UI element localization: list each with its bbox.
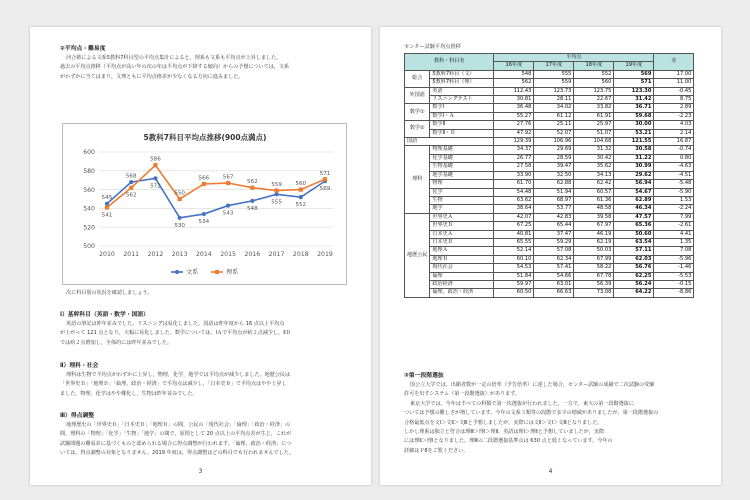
table-row [405, 196, 694, 204]
score-cell: 31.32 [574, 146, 614, 154]
score-cell: 34.13 [574, 171, 614, 179]
data-point [299, 188, 303, 192]
score-cell: 62.19 [574, 238, 614, 246]
score-cell: 39.47 [534, 163, 574, 171]
score-cell: 560 [574, 79, 614, 87]
diff-cell: -5.90 [654, 188, 694, 196]
score-cell: 123.75 [574, 87, 614, 95]
data-point [226, 181, 230, 185]
section-title-core: ⅰ）基幹科目（英語・数学・国語） [60, 312, 149, 318]
sec3-line-2: 間，理科の「物理」「化学」「生物」「地学」の間で，原則として 20 点以上の平均点差が生じ，これが [60, 431, 292, 438]
diff-cell: -0.74 [654, 146, 694, 154]
score-cell: 38.64 [494, 205, 534, 213]
subject-cell: 化学 [430, 188, 494, 196]
subject-cell: 物理基礎 [430, 146, 494, 154]
subject-cell: 5教科7科目（文） [430, 70, 494, 78]
y-tick-label: 500 [83, 243, 95, 251]
subject-cell: 日本史Ａ [430, 230, 494, 238]
subject-cell: 英語 [430, 87, 494, 95]
sel-line-8: 詳細はＰ8をご覧ください。 [404, 447, 469, 454]
data-label: 534 [198, 219, 210, 226]
intro-line-2: 過去の平均点推移（平均点が高い年の次の年は平均点が下降する傾向）からの予想については，文系 [60, 64, 290, 71]
diff-cell: -8.86 [654, 289, 694, 297]
data-label: 530 [174, 222, 186, 229]
score-cell: 67.99 [574, 255, 614, 263]
score-cell: 123.73 [534, 87, 574, 95]
group-label: 地歴公民 [405, 213, 430, 297]
table-row [405, 79, 694, 87]
sec2-line-1: 理科は生物で平均点がわずかに上昇し，物理，化学，地学では平均点が減少しました。地歴公民は [66, 372, 291, 378]
score-cell: 57.11 [614, 247, 654, 255]
diff-cell: 8.75 [654, 96, 694, 104]
legend-marker [215, 270, 219, 274]
diff-cell: -2.61 [654, 222, 694, 230]
header-year-19: 19年度 [614, 62, 654, 70]
table-row [405, 289, 694, 297]
score-cell: 65.55 [494, 238, 534, 246]
x-tick-label: 2012 [147, 251, 164, 258]
score-cell: 65.36 [614, 222, 654, 230]
header-diff: 差 [654, 54, 694, 71]
score-cell: 46.19 [574, 230, 614, 238]
y-tick-label: 580 [83, 168, 95, 175]
subject-cell: 日本史Ｂ [430, 238, 494, 246]
score-cell: 33.82 [574, 104, 614, 112]
score-cell: 552 [574, 70, 614, 78]
score-cell: 559 [534, 79, 574, 87]
score-cell: 36.71 [614, 104, 654, 112]
sel-line-1: 国公立大学では，出願者数が一定の倍率（予告倍率）に達した場合，センター試験の成績で二次試験の受験 [410, 382, 655, 388]
subject-cell: 地理Ｂ [430, 255, 494, 263]
score-cell: 51.94 [534, 188, 574, 196]
group-label: 数学① [405, 104, 430, 121]
right-page [380, 27, 721, 485]
subject-cell: 地学基礎 [430, 171, 494, 179]
sec2-line-2: 「世界史Ｂ」「地理Ｂ」「倫理，政治・経済」で平均点は減少し，「日本史Ｂ」で平均点はやや上昇し [60, 381, 287, 388]
header-year-18: 18年度 [574, 62, 614, 70]
subject-cell: 世界史Ａ [430, 213, 494, 221]
sel-line-2: 許可を出すシステム（第一段階選抜）があります。 [404, 391, 521, 398]
score-cell: 60.10 [494, 255, 534, 263]
after-chart-text: 次に科目別の状況を確認しましょう。 [66, 290, 153, 296]
score-cell: 67.78 [574, 272, 614, 280]
score-cell: 67.97 [574, 222, 614, 230]
subject-cell: 物理 [430, 180, 494, 188]
score-cell: 121.55 [614, 138, 654, 146]
score-cell: 555 [534, 70, 574, 78]
sec1-line-2: が上がって 121 点となり，大幅に易化しました。数学については，ⅠＡで平均点が約２点減少し，ⅡＢ [60, 330, 291, 337]
x-tick-label: 2016 [244, 251, 261, 258]
group-label: 総合 [405, 70, 430, 87]
y-tick-label: 520 [83, 224, 95, 232]
data-label: 562 [125, 192, 137, 199]
table-row [405, 272, 694, 280]
score-cell: 65.44 [534, 222, 574, 230]
score-cell: 34.02 [534, 104, 574, 112]
score-cell: 56.94 [614, 180, 654, 188]
score-cell: 106.96 [534, 138, 574, 146]
diff-cell: 16.87 [654, 138, 694, 146]
diff-cell: -4.51 [654, 171, 694, 179]
page-number-left: 3 [198, 468, 203, 475]
data-label: 562 [246, 179, 258, 186]
left-page [30, 27, 371, 485]
score-cell: 129.39 [494, 138, 534, 146]
score-cell: 25.97 [574, 121, 614, 129]
score-cell: 27.58 [494, 163, 534, 171]
data-point [129, 180, 133, 184]
score-cell: 63.62 [494, 196, 534, 204]
y-tick-label: 600 [83, 149, 95, 157]
score-cell: 30.99 [614, 163, 654, 171]
score-cell: 48.58 [574, 205, 614, 213]
section-title-science-social: ⅱ）理科・社会 [60, 363, 99, 369]
table-row [405, 146, 694, 154]
diff-cell: -5.53 [654, 272, 694, 280]
score-cell: 29.62 [614, 171, 654, 179]
subject-cell: 世界史Ｂ [430, 222, 494, 230]
sel-line-5: 合格最低点を文Ⅰ＞文Ⅱ＞文Ⅲと予想しましたが，実際には文Ⅱ＞文Ⅰ＞文Ⅲとなりました。 [404, 419, 603, 426]
score-cell: 62.03 [614, 255, 654, 263]
score-cell: 54.48 [494, 188, 534, 196]
x-tick-label: 2018 [292, 251, 309, 258]
score-cell: 61.70 [494, 180, 534, 188]
sel-line-7: には理Ⅱ＞理Ⅰとなりました。理Ⅲの二段階選抜基準点は 630 点と低くなっています。今年の [404, 438, 613, 445]
data-label: 568 [125, 173, 137, 180]
data-label: 548 [246, 205, 258, 212]
diff-cell: 17.00 [654, 70, 694, 78]
score-table-wrap [404, 53, 694, 298]
table-row [405, 213, 694, 221]
score-cell: 47.92 [494, 129, 534, 137]
score-cell: 39.58 [574, 213, 614, 221]
table-row [405, 138, 694, 146]
score-cell: 28.11 [534, 96, 574, 104]
legend-marker [175, 270, 179, 274]
data-label: 543 [222, 210, 234, 217]
data-point [105, 202, 109, 206]
score-cell: 548 [494, 70, 534, 78]
score-cell: 51.84 [494, 272, 534, 280]
data-point [274, 188, 278, 192]
score-cell: 60.57 [574, 188, 614, 196]
intro-line-1: 河合塾による文系5教科7科目型の平均点集計によると，理系も文系も平均点が上昇しました。 [66, 55, 282, 61]
score-cell: 47.57 [614, 213, 654, 221]
score-cell: 31.22 [614, 154, 654, 162]
score-cell: 67.25 [494, 222, 534, 230]
header-year-17: 17年度 [534, 62, 574, 70]
table-row [405, 188, 694, 196]
x-tick-label: 2014 [196, 251, 212, 258]
legend-label: 文系 [186, 269, 199, 277]
score-cell: 61.36 [574, 196, 614, 204]
score-cell: 31.42 [614, 96, 654, 104]
table-row [405, 87, 694, 95]
data-point [202, 182, 206, 186]
subject-cell: 現代社会 [430, 264, 494, 272]
diff-cell: 11.00 [654, 79, 694, 87]
table-row [405, 222, 694, 230]
score-cell: 59.68 [614, 112, 654, 120]
score-cell: 30.00 [614, 121, 654, 129]
score-cell: 62.25 [614, 272, 654, 280]
score-cell: 54.67 [614, 188, 654, 196]
data-point [274, 192, 278, 196]
diff-cell: 1.35 [654, 238, 694, 246]
score-cell: 562 [494, 79, 534, 87]
diff-cell: 7.99 [654, 213, 694, 221]
table-row [405, 280, 694, 288]
chart-svg [63, 124, 348, 286]
sel-line-3: 東京大学では，今年はすべての科類で第一次選抜が行われました。一方で，東大の第一段階選抜に [410, 400, 634, 407]
score-cell: 53.77 [534, 205, 574, 213]
section-title-selection: ③第一段階選抜 [404, 373, 444, 379]
score-cell: 60.50 [494, 289, 534, 297]
subject-cell: 生物基礎 [430, 163, 494, 171]
data-label: 560 [295, 181, 307, 188]
data-label: 572 [150, 183, 161, 190]
data-label: 566 [198, 175, 210, 182]
score-cell: 59.29 [534, 238, 574, 246]
score-cell: 571 [614, 79, 654, 87]
header-average: 平均点 [494, 54, 654, 62]
data-label: 552 [295, 202, 307, 209]
data-point [153, 176, 157, 180]
subject-cell: リスニングテスト [430, 96, 494, 104]
score-cell: 30.81 [494, 96, 534, 104]
table-row [405, 70, 694, 78]
y-tick-label: 560 [83, 186, 95, 194]
table-row [405, 104, 694, 112]
score-cell: 66.63 [534, 289, 574, 297]
diff-cell: -5.96 [654, 255, 694, 263]
score-cell: 68.97 [534, 196, 574, 204]
score-table [404, 53, 694, 298]
subject-cell: 倫理，政治・経済 [430, 289, 494, 297]
subject-cell: 数学Ⅰ・Ａ [430, 112, 494, 120]
subject-cell: 数学Ⅱ [430, 121, 494, 129]
score-cell: 50.03 [574, 247, 614, 255]
x-tick-label: 2015 [220, 251, 236, 258]
table-row [405, 163, 694, 171]
score-cell: 62.89 [614, 196, 654, 204]
table-row [405, 264, 694, 272]
score-cell: 46.34 [614, 205, 654, 213]
average-score-chart [62, 123, 347, 285]
score-cell: 56.24 [614, 280, 654, 288]
score-cell: 62.34 [534, 255, 574, 263]
series-line-1 [107, 165, 325, 207]
sec3-line-4: いては，得点調整の対象となりません。2019 年度は，得点調整はどの科目でも行われませんでした。 [60, 450, 294, 457]
score-cell: 104.68 [574, 138, 614, 146]
data-point [250, 199, 254, 203]
legend-label: 理系 [226, 269, 239, 277]
data-point [299, 195, 303, 199]
table-row [405, 230, 694, 238]
table-row [405, 112, 694, 120]
diff-cell: -5.48 [654, 180, 694, 188]
subject-cell: 5教科7科目（理） [430, 79, 494, 87]
score-cell: 34.37 [494, 146, 534, 154]
subject-cell: 倫理 [430, 272, 494, 280]
x-tick-label: 2017 [268, 251, 285, 258]
score-cell: 29.69 [534, 146, 574, 154]
data-point [129, 186, 133, 190]
score-cell: 52.07 [534, 129, 574, 137]
table-row [405, 238, 694, 246]
diff-cell: -2.24 [654, 205, 694, 213]
score-cell: 73.08 [574, 289, 614, 297]
group-label: 理科 [405, 146, 430, 213]
table-row [405, 121, 694, 129]
score-cell: 35.62 [574, 163, 614, 171]
score-cell: 42.07 [494, 213, 534, 221]
score-cell: 42.83 [534, 213, 574, 221]
score-cell: 33.90 [494, 171, 534, 179]
diff-cell: -0.15 [654, 280, 694, 288]
diff-cell: 1.53 [654, 196, 694, 204]
header-year-16: 16年度 [494, 62, 534, 70]
diff-cell: -2.23 [654, 112, 694, 120]
diff-cell: 2.14 [654, 129, 694, 137]
subject-cell: 数学Ⅱ・Ｂ [430, 129, 494, 137]
data-label: 567 [222, 174, 234, 181]
data-point [105, 205, 109, 209]
data-label: 555 [271, 199, 282, 206]
score-cell: 37.47 [534, 230, 574, 238]
score-cell: 61.91 [574, 112, 614, 120]
score-cell: 62.42 [574, 180, 614, 188]
data-label: 569 [319, 186, 331, 193]
diff-cell: 4.03 [654, 121, 694, 129]
score-cell: 22.67 [574, 96, 614, 104]
score-cell: 27.76 [494, 121, 534, 129]
score-cell: 63.54 [614, 238, 654, 246]
diff-cell: -1.46 [654, 264, 694, 272]
sel-line-6: しかし理系は独立と符合は理Ⅲ＞理Ⅰ＞理Ⅱ，英語は理Ⅰ＞理Ⅱと予想していましたが，実際 [404, 429, 605, 436]
score-cell: 58.22 [574, 264, 614, 272]
sec3-line-3: 試験問題の難易差に基づくものと認められる場合に得点調整が行われます。「倫理，政治・経済」につ [60, 440, 292, 447]
score-cell: 59.97 [494, 280, 534, 288]
score-cell: 52.14 [494, 247, 534, 255]
score-cell: 50.60 [614, 230, 654, 238]
sel-line-4: ついては予想の難しさが増しています。今年の文系３類等の段階で多少の増減がありましたが，第一段階選抜の [404, 410, 659, 417]
diff-cell: -0.45 [654, 87, 694, 95]
score-cell: 57.41 [534, 264, 574, 272]
sec2-line-3: ました。物理，化学はやや難化し，生物は昨年並みでした。 [60, 390, 198, 397]
score-cell: 56.76 [614, 264, 654, 272]
table-row [405, 180, 694, 188]
x-tick-label: 2010 [99, 251, 115, 258]
score-cell: 25.11 [534, 121, 574, 129]
table-row [405, 129, 694, 137]
intro-line-3: がわずかに当てはまり，文理ともに平均点格差が少なくなる方向に進みました。 [60, 73, 244, 80]
score-cell: 32.50 [534, 171, 574, 179]
diff-cell: -4.63 [654, 163, 694, 171]
score-cell: 112.43 [494, 87, 534, 95]
sec1-line-3: では約２点増加し，全体的には昨年並みでした。 [60, 339, 173, 346]
data-point [178, 216, 182, 220]
data-label: 541 [101, 212, 113, 219]
section-title-adjustment: ⅲ）得点調整 [60, 413, 95, 419]
score-cell: 28.59 [534, 154, 574, 162]
subject-cell: 生物 [430, 196, 494, 204]
table-row [405, 255, 694, 263]
sec1-line-1: 英語の筆記は昨年並みでした。リスニングは易化しました。国語は昨年度から 16 点以上平均点 [66, 321, 285, 327]
data-label: 550 [174, 190, 186, 197]
x-tick-label: 2019 [317, 251, 333, 258]
score-cell: 30.58 [614, 146, 654, 154]
table-row [405, 171, 694, 179]
score-cell: 63.01 [534, 280, 574, 288]
data-point [250, 186, 254, 190]
diff-cell: 7.08 [654, 247, 694, 255]
score-cell: 54.66 [534, 272, 574, 280]
table-row [405, 154, 694, 162]
score-cell: 61.12 [534, 112, 574, 120]
score-cell: 40.81 [494, 230, 534, 238]
score-cell: 64.22 [614, 289, 654, 297]
data-point [153, 163, 157, 167]
diff-cell: 2.89 [654, 104, 694, 112]
score-cell: 26.77 [494, 154, 534, 162]
subject-cell: 化学基礎 [430, 154, 494, 162]
y-tick-label: 540 [83, 205, 95, 213]
table-title: センター試験平均点推移 [404, 44, 461, 50]
data-label: 545 [101, 195, 113, 202]
group-label: 国語 [405, 138, 494, 146]
score-cell: 123.30 [614, 87, 654, 95]
subject-cell: 政治経済 [430, 280, 494, 288]
score-cell: 57.08 [534, 247, 574, 255]
data-point [178, 197, 182, 201]
data-point [202, 212, 206, 216]
data-point [323, 177, 327, 181]
section-title-average: ②平均点・難易度 [60, 46, 106, 52]
chart-title: 5教科7科目平均点推移(900点満点) [143, 133, 267, 142]
data-point [226, 203, 230, 207]
table-row [405, 96, 694, 104]
score-cell: 56.39 [574, 280, 614, 288]
subject-cell: 地学 [430, 205, 494, 213]
x-tick-label: 2011 [123, 251, 140, 258]
data-label: 571 [319, 170, 331, 177]
score-cell: 62.88 [534, 180, 574, 188]
x-tick-label: 2013 [171, 251, 188, 258]
table-row [405, 247, 694, 255]
diff-cell: 4.41 [654, 230, 694, 238]
page-number-right: 4 [548, 468, 553, 475]
group-label: 数学② [405, 121, 430, 138]
score-cell: 54.53 [494, 264, 534, 272]
subject-cell: 数学Ⅰ [430, 104, 494, 112]
score-cell: 53.21 [614, 129, 654, 137]
subject-cell: 地理Ａ [430, 247, 494, 255]
sec3-line-1: 地理歴史の「世界史Ｂ」「日本史Ｂ」「地理Ｂ」の間，公民の「現代社会」「倫理」「政治・経済」の [66, 422, 291, 428]
table-row [405, 205, 694, 213]
header-subject: 教科・科目名 [405, 54, 494, 71]
data-label: 559 [271, 182, 282, 189]
group-label: 外国語 [405, 87, 430, 104]
score-cell: 36.48 [494, 104, 534, 112]
score-cell: 55.27 [494, 112, 534, 120]
diff-cell: 0.80 [654, 154, 694, 162]
data-label: 586 [150, 156, 161, 163]
score-cell: 569 [614, 70, 654, 78]
score-cell: 30.42 [574, 154, 614, 162]
score-cell: 51.07 [574, 129, 614, 137]
